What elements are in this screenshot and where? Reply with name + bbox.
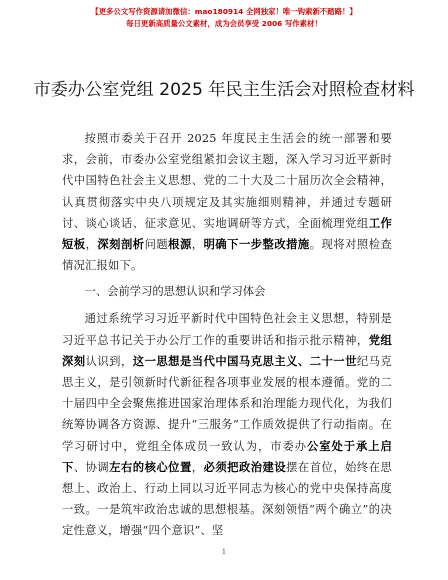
document-title: 市委办公室党组 2025 年民主生活会对照检查材料 bbox=[33, 80, 415, 100]
promo-banner bbox=[0, 6, 448, 30]
study-text-2: 认识到， bbox=[85, 354, 133, 368]
intro-text-4: ， bbox=[191, 238, 204, 252]
document-body bbox=[62, 128, 392, 542]
intro-bold-4: 明确下一步整改措施 bbox=[203, 237, 310, 252]
study-bold-2: 这一思想是当代中国马克思主义、二十一世 bbox=[132, 353, 357, 368]
study-bold-5: 必须把政治建设 bbox=[203, 459, 287, 474]
intro-bold-2: 深刻剖析 bbox=[97, 237, 145, 252]
study-text-6: 摆在首位，始终在思想上、政治上、行动上同以习近平同志为核心的党中央保持高度一致。一是筑牢政治忠诚的思想根基。深刻领悟“两个确立”的决定性意义，增强“四个意识”、坚 bbox=[62, 460, 392, 538]
intro-bold-1: 工作短板 bbox=[62, 215, 392, 252]
section-heading-1: 一、会前学习的思想认识和学习体会 bbox=[84, 285, 266, 299]
study-bold-4: 左右的核心位置 bbox=[109, 459, 192, 474]
intro-paragraph bbox=[62, 128, 392, 276]
intro-text-5: 。现将对照检查情况汇报如下。 bbox=[62, 238, 392, 273]
intro-bold-3: 根源 bbox=[168, 237, 192, 252]
study-text-3: 纪马克思主义，是引领新时代新征程各项事业发展的根本遵循。党的二十届四中全会聚焦推进国家治理体系和治理能力现代化，为我们统筹协调各方资源、提升“三服务”工作质效提供了行动指南。在学习研讨中，党组全体成员一致认为，市委办 bbox=[62, 354, 392, 453]
intro-text-3: 问题 bbox=[144, 238, 169, 252]
study-text-5: ， bbox=[191, 460, 204, 474]
study-bold-3: 公室处于承上启下 bbox=[62, 438, 392, 474]
promo-banner-line-1: 【更多公文写作资源请加微信：mao180914 全网独家！唯一钩索新不踏路！】 bbox=[91, 7, 357, 16]
study-text-4: 、协调 bbox=[73, 460, 110, 474]
study-paragraph bbox=[62, 308, 392, 541]
intro-text-1: 按照市委关于召开 2025 年度民主生活会的统一部署和要求，会前，市委办公室党组紧扣会议主题，深入学习习近平新时代中国特色社会主义思想、党的二十大及二十届历次全会精神，认真贯彻落实中央八项规定及其实施细则精神，并通过专题研讨、谈心谈话、征求意见、实地调研等方式，全面梳理党组 bbox=[62, 132, 392, 230]
study-bold-1: 党组深刻 bbox=[62, 332, 392, 368]
study-text-1: 通过系统学习习近平新时代中国特色社会主义思想，特别是习近平总书记关于办公厅工作的重要讲话和指示批示精神， bbox=[62, 312, 392, 347]
intro-text-2: ， bbox=[85, 238, 98, 252]
promo-banner-line-2: 每日更新高质量公文素材，成为会员享受 2006 写作素材！ bbox=[126, 19, 322, 28]
page-number: 1 bbox=[221, 548, 227, 556]
